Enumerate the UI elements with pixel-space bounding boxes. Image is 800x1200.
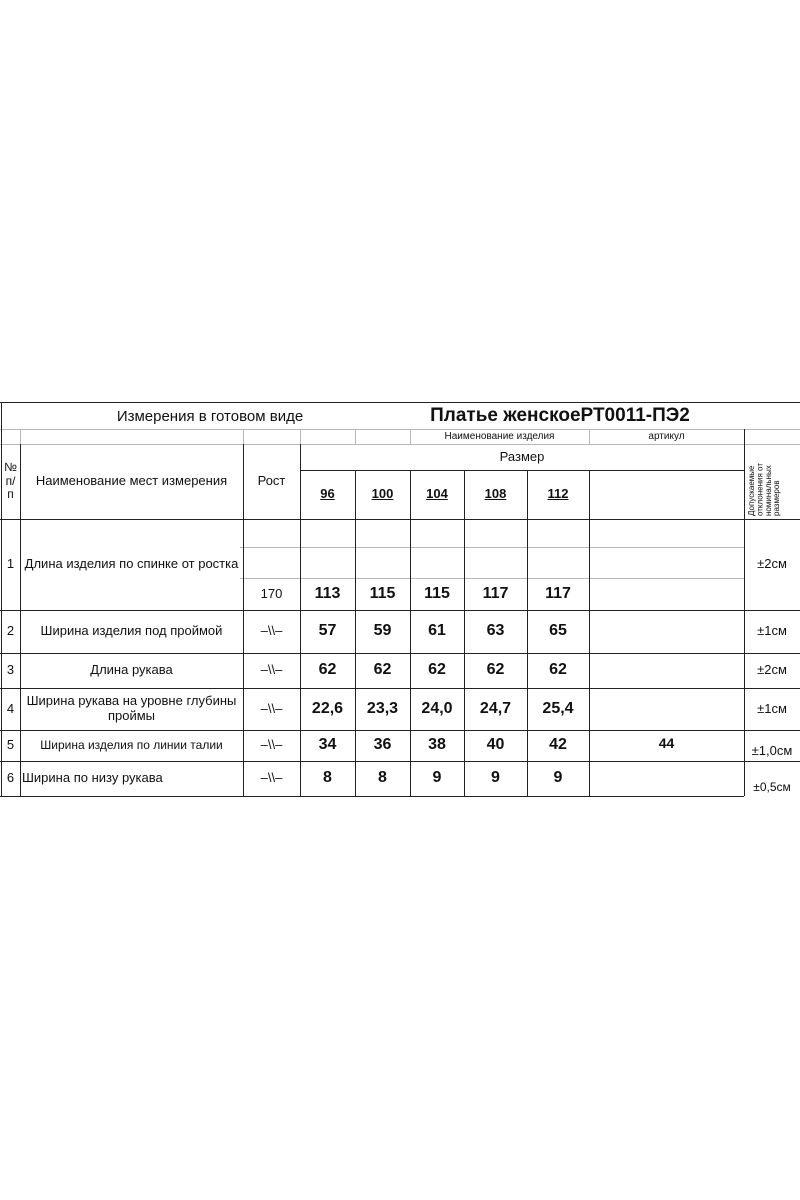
row-number: 6 xyxy=(6,770,15,786)
column-tolerance-header: Допускаемые отклонения от номинальных размеров xyxy=(747,463,782,516)
size-value: 24,7 xyxy=(479,699,512,717)
product-title: Платье женскоеРТ0011-ПЭ2 xyxy=(430,405,690,427)
size-value: 62 xyxy=(428,661,446,679)
column-height-header: Рост xyxy=(257,473,286,489)
size-value: 65 xyxy=(549,622,567,640)
measure-name: Ширина по низу рукава xyxy=(22,770,163,786)
size-value: 36 xyxy=(373,736,392,754)
size-value: 62 xyxy=(486,661,505,679)
size-value: 8 xyxy=(323,769,332,787)
size-value: 63 xyxy=(486,622,505,640)
grid-line xyxy=(240,547,744,548)
size-header-112: 112 xyxy=(547,486,569,502)
tolerance-value: ±0,5см xyxy=(753,779,791,794)
size-value: 25,4 xyxy=(542,699,574,717)
grid-line xyxy=(355,429,356,444)
tolerance-value: ±1,0см xyxy=(751,743,793,759)
table-title: Измерения в готовом виде xyxy=(116,408,304,426)
grid-line xyxy=(243,429,244,444)
measure-name: Длина изделия по спинке от ростка xyxy=(24,556,239,572)
size-value: 38 xyxy=(428,736,446,754)
size-header-100: 100 xyxy=(371,486,394,502)
column-size-group-header: Размер xyxy=(499,448,545,464)
height-value: –\\– xyxy=(260,662,283,678)
grid-line xyxy=(300,429,301,444)
column-number-header: № п/ п xyxy=(4,459,17,502)
tolerance-value: ±1см xyxy=(757,700,787,716)
size-value: 62 xyxy=(373,661,392,679)
height-value: –\\– xyxy=(260,770,283,786)
size-value: 115 xyxy=(369,584,396,602)
article-caption: артикул xyxy=(648,431,685,443)
size-value: 113 xyxy=(314,584,341,602)
size-value: 61 xyxy=(428,622,446,640)
size-value: 57 xyxy=(318,622,337,640)
size-value: 8 xyxy=(378,769,387,787)
table-border xyxy=(0,796,744,797)
product-caption: Наименование изделия xyxy=(444,431,555,443)
size-value: 42 xyxy=(549,736,567,754)
height-value: –\\– xyxy=(260,623,283,639)
size-value: 62 xyxy=(549,661,567,679)
size-value: 117 xyxy=(545,584,571,602)
tolerance-value: ±2см xyxy=(757,662,787,678)
size-value: 9 xyxy=(432,769,442,787)
size-header-108: 108 xyxy=(484,486,507,502)
height-value: 170 xyxy=(260,585,283,601)
size-value: 24,0 xyxy=(421,699,453,717)
size-value: 40 xyxy=(486,736,505,754)
grid-line xyxy=(20,429,21,444)
height-value: –\\– xyxy=(260,737,283,753)
height-value: –\\– xyxy=(260,700,283,716)
size-value: 115 xyxy=(424,584,450,602)
size-value: 9 xyxy=(553,769,563,787)
column-measure-name-header: Наименование мест измерения xyxy=(35,473,228,489)
size-value: 9 xyxy=(491,769,500,787)
size-value: 34 xyxy=(318,736,337,754)
extra-size-value: 44 xyxy=(658,735,675,752)
tolerance-value: ±2см xyxy=(757,556,787,572)
size-header-104: 104 xyxy=(426,486,448,502)
row-number: 3 xyxy=(6,662,15,678)
measure-name: Ширина изделия по линии талии xyxy=(40,737,223,752)
size-header-96: 96 xyxy=(320,486,335,502)
measure-name: Ширина рукава на уровне глубины проймы xyxy=(26,693,237,723)
measure-name: Длина рукава xyxy=(90,662,173,678)
row-number: 1 xyxy=(6,556,15,572)
row-number: 4 xyxy=(6,700,15,716)
size-value: 62 xyxy=(318,661,337,679)
row-number: 5 xyxy=(6,737,15,753)
measure-name: Ширина изделия под проймой xyxy=(40,623,223,639)
size-value: 23,3 xyxy=(366,699,399,717)
tolerance-value: ±1см xyxy=(757,623,787,639)
measurement-table xyxy=(0,402,800,798)
size-value: 22,6 xyxy=(311,699,344,717)
row-number: 2 xyxy=(6,623,15,639)
size-value: 59 xyxy=(373,622,392,640)
size-value: 117 xyxy=(482,584,509,602)
